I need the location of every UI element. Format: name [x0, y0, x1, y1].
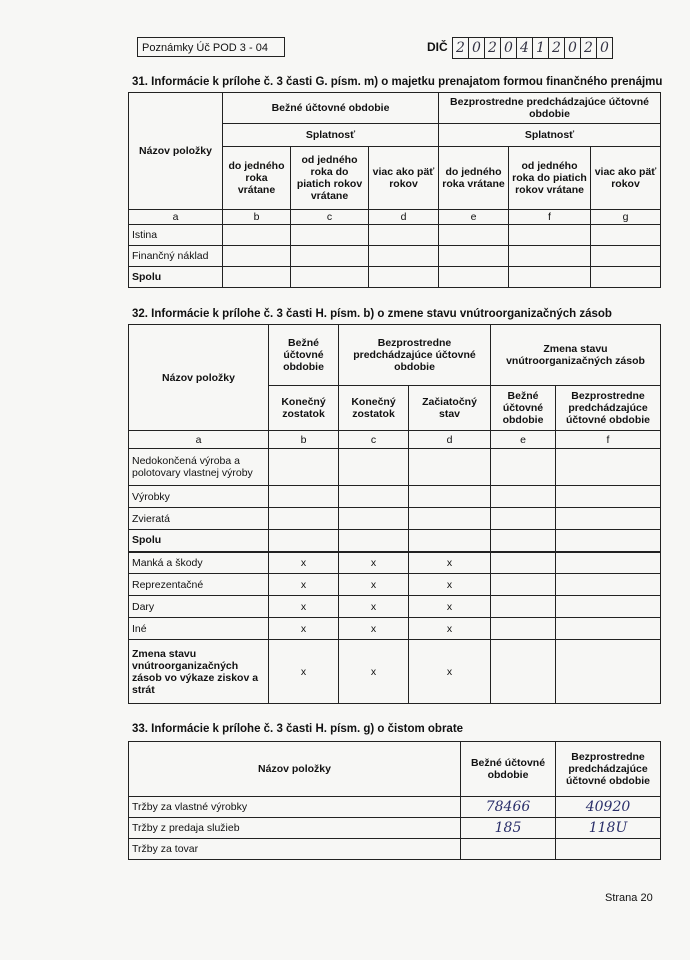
- value-cell[interactable]: [269, 486, 339, 508]
- dic-digit: 2: [485, 38, 501, 58]
- value-cell[interactable]: [491, 640, 556, 704]
- table-row: [129, 508, 661, 530]
- value-cell[interactable]: [591, 246, 661, 267]
- maturity-header: Splatnosť: [439, 124, 661, 147]
- column-header: od jedného roka do piatich rokov vrátane: [509, 147, 591, 210]
- row-label: Zvieratá: [129, 508, 269, 530]
- value-cell[interactable]: [439, 225, 509, 246]
- table-row: [129, 530, 661, 552]
- value-cell[interactable]: [556, 552, 661, 574]
- not-applicable-mark: x: [269, 552, 339, 574]
- table-row: [129, 839, 661, 860]
- column-letter: f: [556, 431, 661, 449]
- column-header: Konečný zostatok: [269, 386, 339, 431]
- dic-digit: 1: [533, 38, 549, 58]
- table-row: [129, 574, 661, 596]
- value-cell[interactable]: [556, 508, 661, 530]
- column-letter: g: [591, 210, 661, 225]
- table-row: [129, 818, 661, 839]
- value-cell[interactable]: [491, 552, 556, 574]
- value-cell[interactable]: [339, 508, 409, 530]
- value-cell[interactable]: [339, 486, 409, 508]
- column-letter: c: [291, 210, 369, 225]
- dic-digit: 0: [565, 38, 581, 58]
- value-cell[interactable]: [591, 267, 661, 288]
- previous-period-header: Bezprostredne predchádzajúce účtovné obdobie: [339, 325, 491, 386]
- dic-label: DIČ: [427, 40, 448, 54]
- dic-digit: 0: [469, 38, 485, 58]
- value-cell[interactable]: [339, 530, 409, 552]
- value-cell[interactable]: [509, 246, 591, 267]
- not-applicable-mark: x: [269, 618, 339, 640]
- maturity-header: Splatnosť: [223, 124, 439, 147]
- table-row: [129, 618, 661, 640]
- current-period-header: Bežné účtovné obdobie: [223, 93, 439, 124]
- value-cell[interactable]: [591, 225, 661, 246]
- dic-digit: 2: [581, 38, 597, 58]
- value-cell[interactable]: [509, 267, 591, 288]
- value-cell[interactable]: [491, 449, 556, 486]
- column-letter: e: [491, 431, 556, 449]
- column-header: viac ako päť rokov: [369, 147, 439, 210]
- not-applicable-mark: x: [339, 574, 409, 596]
- not-applicable-mark: x: [409, 552, 491, 574]
- dic-digit: 4: [517, 38, 533, 58]
- name-header: Názov položky: [129, 93, 223, 210]
- not-applicable-mark: x: [269, 574, 339, 596]
- row-label: Spolu: [129, 267, 223, 288]
- value-cell[interactable]: [439, 267, 509, 288]
- column-letter: a: [129, 210, 223, 225]
- value-cell[interactable]: [439, 246, 509, 267]
- row-label: Iné: [129, 618, 269, 640]
- column-header: do jedného roka vrátane: [223, 147, 291, 210]
- table-row: [129, 596, 661, 618]
- not-applicable-mark: x: [269, 596, 339, 618]
- column-header: Začiatočný stav: [409, 386, 491, 431]
- name-header: Názov položky: [129, 742, 461, 797]
- value-cell[interactable]: [269, 530, 339, 552]
- row-label: Tržby za tovar: [129, 839, 461, 860]
- previous-period-header: Bezprostredne predchádzajúce účtovné obdobie: [556, 742, 661, 797]
- value-cell[interactable]: [556, 530, 661, 552]
- not-applicable-mark: x: [339, 618, 409, 640]
- value-cell[interactable]: [369, 225, 439, 246]
- dic-digit: 0: [600, 40, 609, 56]
- row-label: Spolu: [129, 530, 269, 552]
- column-letter: f: [509, 210, 591, 225]
- value-cell[interactable]: [556, 486, 661, 508]
- value-cell[interactable]: [556, 449, 661, 486]
- column-header: viac ako päť rokov: [591, 147, 661, 210]
- table-33: [128, 741, 661, 860]
- previous-period-header: Bezprostredne predchádzajúce účtovné obdobie: [439, 93, 661, 124]
- section-32-title: 32. Informácie k prílohe č. 3 časti H. písm. b) o zmene stavu vnútroorganizačných zásob: [132, 308, 612, 320]
- current-value[interactable]: 185: [461, 818, 556, 839]
- current-period-header: Bežné účtovné obdobie: [269, 325, 339, 386]
- value-cell[interactable]: [509, 225, 591, 246]
- dic-digit: 0: [501, 38, 517, 58]
- not-applicable-mark: x: [409, 596, 491, 618]
- table-32: [128, 324, 661, 704]
- column-letter: e: [439, 210, 509, 225]
- value-cell[interactable]: [369, 267, 439, 288]
- table-row: [129, 267, 661, 288]
- not-applicable-mark: x: [339, 552, 409, 574]
- row-label: Reprezentačné: [129, 574, 269, 596]
- column-letter: d: [409, 431, 491, 449]
- value-cell[interactable]: [556, 640, 661, 704]
- value-cell[interactable]: [491, 486, 556, 508]
- table-row: [129, 552, 661, 574]
- column-letter: c: [339, 431, 409, 449]
- value-cell[interactable]: [269, 449, 339, 486]
- value-cell[interactable]: [291, 246, 369, 267]
- row-label: Zmena stavu vnútroorganizačných zásob vo výkaze ziskov a strát: [129, 640, 269, 704]
- value-cell[interactable]: [491, 618, 556, 640]
- column-header: Bezprostredne predchádzajúce účtovné obdobie: [556, 386, 661, 431]
- value-cell[interactable]: [491, 596, 556, 618]
- value-cell[interactable]: [409, 486, 491, 508]
- section-33-title: 33. Informácie k prílohe č. 3 časti H. písm. g) o čistom obrate: [132, 723, 464, 735]
- value-cell[interactable]: [491, 574, 556, 596]
- value-cell[interactable]: [223, 246, 291, 267]
- dic-field: [452, 37, 613, 59]
- row-label: Nedokončená výroba a polotovary vlastnej výroby: [129, 449, 269, 486]
- value-cell[interactable]: [491, 530, 556, 552]
- table-row: [129, 640, 661, 704]
- form-code: Poznámky Úč POD 3 - 04: [137, 37, 285, 57]
- dic-digit: 2: [549, 38, 565, 58]
- table-31: [128, 92, 661, 288]
- table-row: [129, 246, 661, 267]
- value-cell[interactable]: [291, 267, 369, 288]
- table-row: [129, 486, 661, 508]
- value-cell[interactable]: [491, 508, 556, 530]
- previous-value[interactable]: 118U: [556, 818, 661, 839]
- section-31-title: 31. Informácie k prílohe č. 3 časti G. písm. m) o majetku prenajatom formou finančného prenájmu: [132, 76, 663, 88]
- not-applicable-mark: x: [339, 596, 409, 618]
- value-cell[interactable]: [291, 225, 369, 246]
- column-header: Konečný zostatok: [339, 386, 409, 431]
- value-cell[interactable]: [339, 449, 409, 486]
- not-applicable-mark: x: [269, 640, 339, 704]
- row-label: Tržby z predaja služieb: [129, 818, 461, 839]
- row-label: Výrobky: [129, 486, 269, 508]
- column-letter: d: [369, 210, 439, 225]
- current-value[interactable]: 78466: [461, 797, 556, 818]
- value-cell[interactable]: [409, 508, 491, 530]
- current-value[interactable]: [461, 839, 556, 860]
- value-cell[interactable]: [409, 530, 491, 552]
- previous-value[interactable]: 40920: [556, 797, 661, 818]
- value-cell[interactable]: [556, 618, 661, 640]
- row-label: Dary: [129, 596, 269, 618]
- value-cell[interactable]: [409, 449, 491, 486]
- column-letter: a: [129, 431, 269, 449]
- value-cell[interactable]: [269, 508, 339, 530]
- row-label: Istina: [129, 225, 223, 246]
- not-applicable-mark: x: [409, 574, 491, 596]
- table-row: [129, 225, 661, 246]
- not-applicable-mark: x: [339, 640, 409, 704]
- change-header: Zmena stavu vnútroorganizačných zásob: [491, 325, 661, 386]
- table-row: [129, 797, 661, 818]
- value-cell[interactable]: [223, 225, 291, 246]
- previous-value[interactable]: [556, 839, 661, 860]
- column-header: od jedného roka do piatich rokov vrátane: [291, 147, 369, 210]
- row-label: Manká a škody: [129, 552, 269, 574]
- column-letter: b: [269, 431, 339, 449]
- not-applicable-mark: x: [409, 618, 491, 640]
- row-label: Tržby za vlastné výrobky: [129, 797, 461, 818]
- name-header: Názov položky: [129, 325, 269, 431]
- column-letter: b: [223, 210, 291, 225]
- not-applicable-mark: x: [409, 640, 491, 704]
- dic-digit: 2: [453, 38, 469, 58]
- value-cell[interactable]: [369, 246, 439, 267]
- value-cell[interactable]: [223, 267, 291, 288]
- table-row: [129, 449, 661, 486]
- current-period-header: Bežné účtovné obdobie: [461, 742, 556, 797]
- row-label: Finančný náklad: [129, 246, 223, 267]
- column-header: Bežné účtovné obdobie: [491, 386, 556, 431]
- value-cell[interactable]: [556, 574, 661, 596]
- value-cell[interactable]: [556, 596, 661, 618]
- page-number: Strana 20: [605, 892, 653, 904]
- column-header: do jedného roka vrátane: [439, 147, 509, 210]
